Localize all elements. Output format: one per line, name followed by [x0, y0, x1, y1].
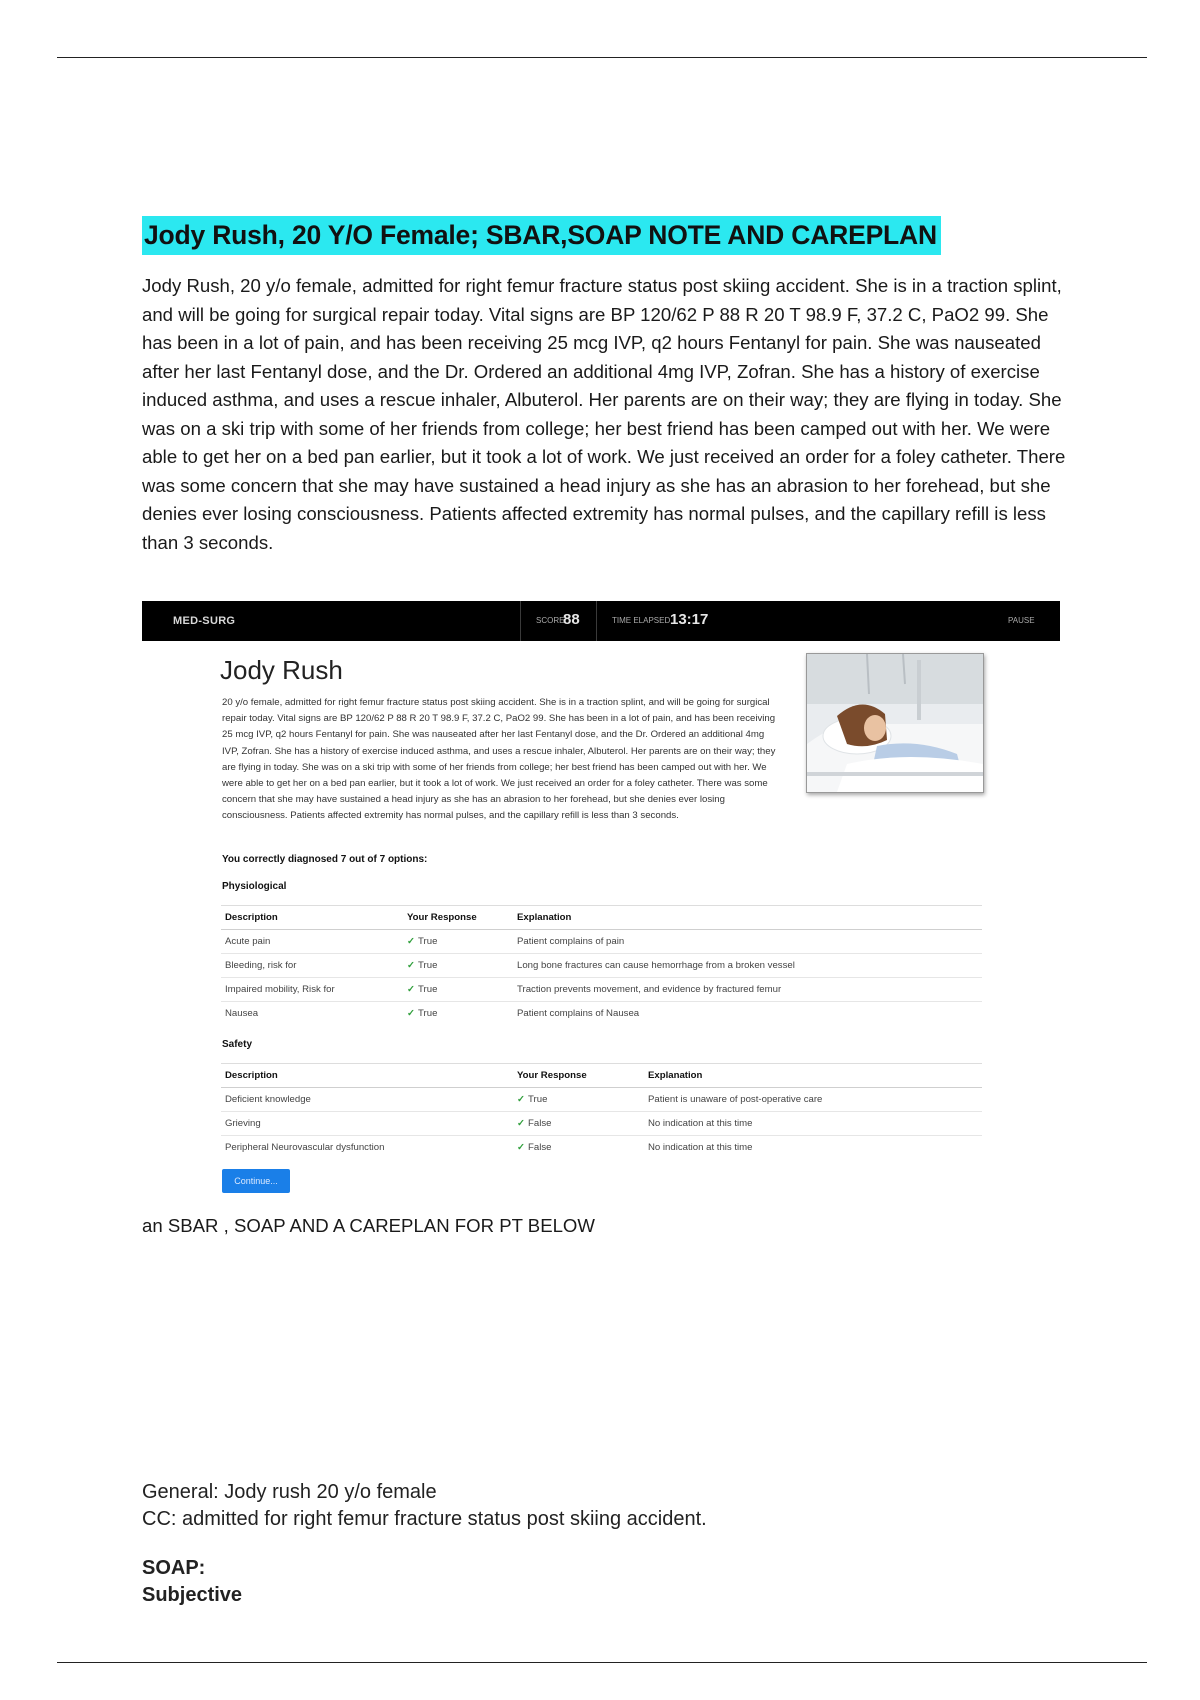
row-response — [513, 1088, 644, 1112]
category-safety: Safety — [222, 1039, 253, 1050]
row-explanation: Patient complains of Nausea — [517, 1008, 640, 1019]
table-row — [221, 954, 982, 978]
patient-photo-illustration — [807, 654, 983, 792]
patient-photo — [806, 653, 984, 793]
intro-paragraph: Jody Rush, 20 y/o female, admitted for right femur fracture status post skiing accident. She is in a traction splint, and will be going for surgical repair today. Vital signs are BP 120/62 P 88 R 20 T 98.9 F, 37.2 C, PaO2 99. She has been in a lot of pain, and has been receiving 25 mcg IVP, q2 hours Fentanyl for pain. She was nauseated after her last Fentanyl dose, and the Dr. Ordered an additional 4mg IVP, Zofran. She has a history of exercise induced asthma, and uses a rescue inhaler, Albuterol. Her parents are on their way; they are flying in today. She was on a ski trip with some of her friends from college; her best friend has been camped out with her. We were able to get her on a bed pan earlier, but it took a lot of work. We just received an order for a foley catheter. There was some concern that she may have sustained a head injury as she has an abrasion to her forehead, but she denies ever losing consciousness. Patients affected extremity has normal pulses, and the capillary refill is less than 3 seconds. — [142, 275, 1066, 553]
row-description: Deficient knowledge — [221, 1088, 513, 1112]
unit-label: MED-SURG — [173, 615, 236, 627]
check-icon: ✓ — [407, 984, 416, 995]
document-title: Jody Rush, 20 Y/O Female; SBAR,SOAP NOTE AND CAREPLAN — [142, 216, 941, 255]
score-value: 88 — [563, 611, 580, 628]
row-response — [513, 1136, 644, 1160]
row-explanation: Long bone fractures can cause hemorrhage from a broken vessel — [513, 954, 982, 978]
row-explanation: No indication at this time — [648, 1142, 753, 1153]
continue-button[interactable]: Continue... — [222, 1169, 290, 1193]
check-icon: ✓ — [517, 1118, 526, 1129]
check-icon: ✓ — [407, 960, 416, 971]
bottom-rule — [57, 1662, 1147, 1663]
row-explanation: Patient complains of pain — [513, 930, 982, 954]
row-description: Acute pain — [221, 930, 403, 954]
response-value: True — [418, 1008, 438, 1019]
table-row — [221, 930, 982, 954]
column-explanation: Explanation — [644, 1064, 982, 1088]
row-explanation: No indication at this time — [644, 1112, 982, 1136]
topbar-divider — [520, 601, 521, 641]
spacer — [142, 1533, 707, 1555]
check-icon: ✓ — [407, 1008, 416, 1019]
row-response — [513, 1112, 644, 1136]
title-wrap — [142, 216, 941, 255]
column-description: Description — [221, 906, 403, 930]
row-explanation: Traction prevents movement, and evidence by fractured femur — [513, 978, 982, 1002]
row-response — [403, 954, 513, 978]
category-physiological: Physiological — [222, 881, 287, 892]
row-description: Peripheral Neurovascular dysfunction — [225, 1142, 385, 1153]
row-explanation: Patient is unaware of post-operative care — [644, 1088, 982, 1112]
table-row — [221, 1112, 982, 1136]
patient-description: 20 y/o female, admitted for right femur fracture status post skiing accident. She is in a traction splint, and will be going for surgical repair today. Vital signs are BP 120/62 P 88 R 20 T 98.9 F, 37.2 C, PaO2 99. She has been in a lot of pain, and has been receiving 25 mcg IVP, q2 hours Fentanyl for pain. She was nauseated after her last Fentanyl dose, and the Dr. Ordered an additional 4mg IVP, Zofran. She has a history of exercise induced asthma, and uses a rescue inhaler, Albuterol. Her parents are on their way; they are flying in today. She was on a ski trip with some of her friends from college; her best friend has been camped out with her. We were able to get her on a bed pan earlier, but it took a lot of work. We just received an order for a foley catheter. There was some concern that she may have sustained a head injury as she has an abrasion to her forehead, but she denies ever losing consciousness. Patients affected extremity has normal pulses, and the capillary refill is less than 3 seconds. — [222, 697, 776, 822]
response-value: True — [418, 936, 438, 947]
table-row — [221, 1136, 982, 1160]
response-value: False — [528, 1142, 552, 1153]
row-description: Nausea — [225, 1008, 259, 1019]
diagnosis-summary: You correctly diagnosed 7 out of 7 options: — [222, 854, 428, 865]
check-icon: ✓ — [517, 1142, 526, 1153]
column-response: Your Response — [403, 906, 513, 930]
row-response — [403, 978, 513, 1002]
topbar-divider — [596, 601, 597, 641]
response-value: True — [528, 1094, 548, 1105]
table-header-row — [221, 906, 982, 930]
row-description: Bleeding, risk for — [221, 954, 403, 978]
check-icon: ✓ — [407, 936, 416, 947]
row-description: Impaired mobility, Risk for — [221, 978, 403, 1002]
patient-name: Jody Rush — [220, 655, 343, 685]
table-row — [221, 1088, 982, 1112]
column-response: Your Response — [513, 1064, 644, 1088]
pause-button[interactable]: PAUSE — [1008, 616, 1035, 625]
general-line: General: Jody rush 20 y/o female — [142, 1481, 437, 1503]
physiological-table — [221, 905, 982, 1025]
response-value: True — [418, 984, 438, 995]
table-header-row — [221, 1064, 982, 1088]
sim-topbar — [142, 601, 1060, 641]
row-response — [403, 930, 513, 954]
row-response — [403, 1002, 513, 1026]
time-label: TIME ELAPSED — [612, 616, 671, 625]
response-value: True — [418, 960, 438, 971]
soap-heading: SOAP: — [142, 1557, 206, 1579]
score-label: SCORE — [536, 616, 565, 625]
soap-section — [142, 1479, 707, 1609]
response-value: False — [528, 1118, 552, 1129]
embedded-screenshot — [142, 601, 1060, 1201]
table-row — [221, 1002, 982, 1026]
column-explanation: Explanation — [513, 906, 982, 930]
row-description: Grieving — [221, 1112, 513, 1136]
subjective-heading: Subjective — [142, 1584, 243, 1606]
check-icon: ✓ — [517, 1094, 526, 1105]
safety-table — [221, 1063, 982, 1159]
table-row — [221, 978, 982, 1002]
top-rule — [57, 57, 1147, 58]
column-description: Description — [221, 1064, 513, 1088]
assignment-instruction: an SBAR , SOAP AND A CAREPLAN FOR PT BELOW — [142, 1215, 595, 1236]
time-value: 13:17 — [670, 611, 709, 628]
chief-complaint-line: CC: admitted for right femur fracture status post skiing accident. — [142, 1508, 707, 1530]
